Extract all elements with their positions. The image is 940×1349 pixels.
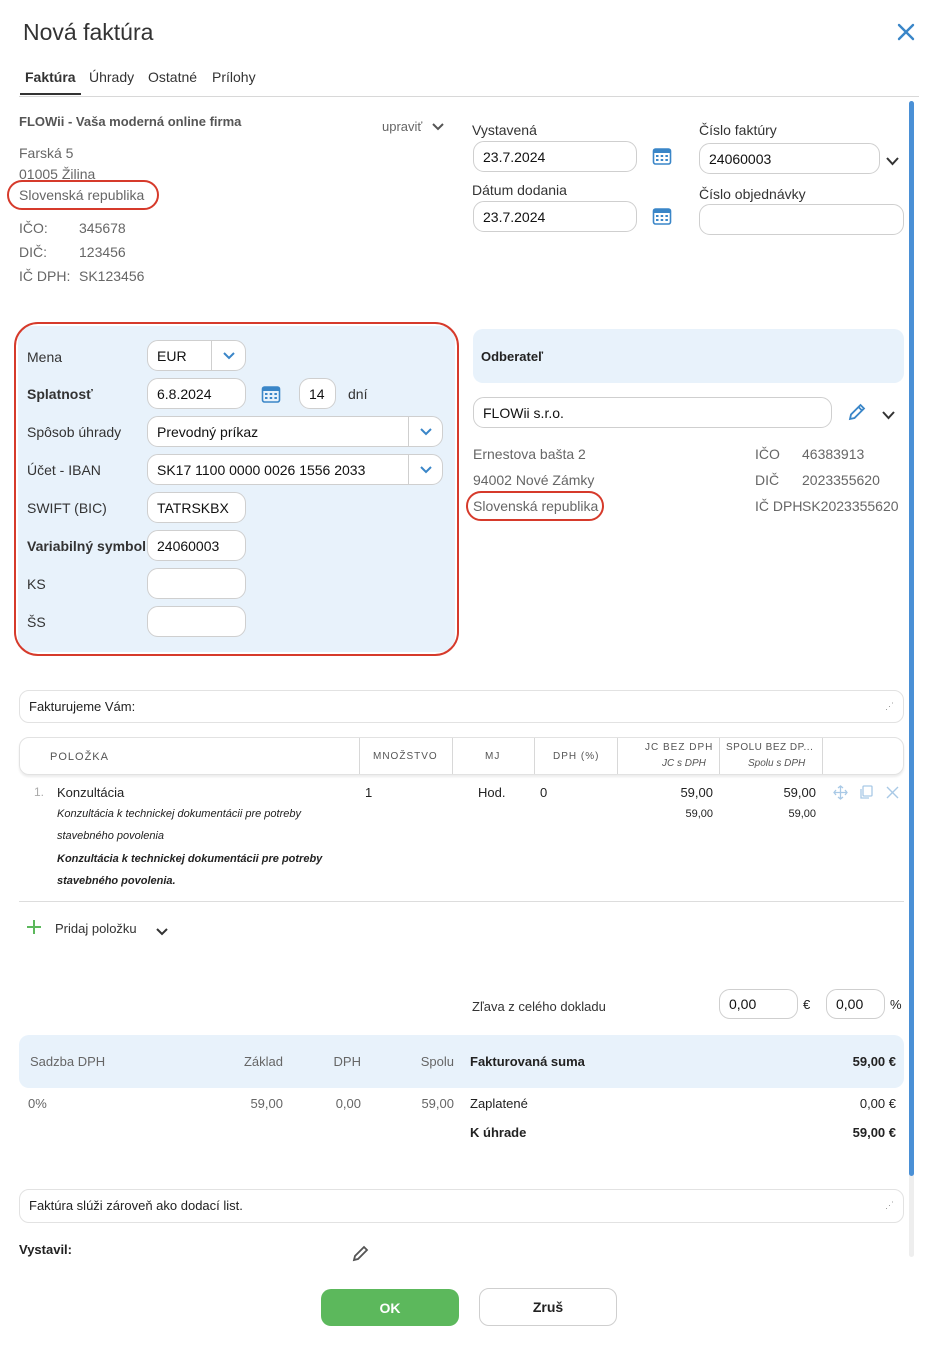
supplier-country: Slovenská republika [19, 187, 145, 203]
pencil-icon[interactable] [847, 402, 867, 425]
chevron-down-icon[interactable] [882, 407, 895, 423]
days-unit-label: dní [348, 386, 368, 402]
customer-name-input[interactable]: FLOWii s.r.o. [473, 397, 832, 428]
supplier-icdph: SK123456 [79, 268, 145, 284]
resize-handle-icon[interactable]: ⋰ [885, 701, 893, 711]
discount-percent-input[interactable]: 0,00 [826, 989, 885, 1019]
close-icon[interactable] [897, 22, 917, 46]
item-qty[interactable]: 1 [365, 785, 373, 800]
col-header-qty: MNOŽSTVO [373, 751, 438, 762]
supplier-ico-label: IČO: [19, 220, 48, 236]
cancel-button[interactable]: Zruš [479, 1288, 617, 1326]
discount-amount-input[interactable]: 0,00 [719, 989, 798, 1019]
supplier-ico: 345678 [79, 220, 126, 236]
calendar-icon[interactable] [261, 384, 281, 404]
specific-symbol-label: ŠS [27, 614, 46, 630]
copy-icon[interactable] [859, 785, 874, 803]
customer-ico-label: IČO [755, 446, 780, 462]
vat-total-header: Spolu [420, 1054, 454, 1069]
item-description: Konzultácia k technickej dokumentácii pre potreby [57, 808, 301, 820]
customer-dic-label: DIČ [755, 472, 780, 488]
tab-bar [19, 69, 919, 97]
supplier-name: FLOWii - Vaša moderná online firma [19, 114, 242, 129]
supplier-edit-label: upraviť [382, 119, 423, 134]
amount-due-label: K úhrade [470, 1125, 527, 1140]
order-number-label: Číslo objednávky [699, 186, 806, 202]
vat-rate-value: 0% [28, 1096, 47, 1111]
column-divider [719, 738, 720, 774]
tab-other[interactable]: Ostatné [148, 69, 198, 85]
chevron-down-icon[interactable] [886, 153, 899, 169]
chevron-down-icon [211, 341, 245, 370]
supplier-dic: 123456 [79, 244, 126, 260]
tab-invoice[interactable]: Faktúra [25, 69, 76, 85]
currency-select[interactable] [147, 340, 246, 371]
pencil-icon[interactable] [352, 1244, 372, 1265]
iban-value: SK17 1100 0000 0026 1556 2033 [157, 461, 366, 478]
swift-label: SWIFT (BIC) [27, 500, 107, 516]
calendar-icon[interactable] [652, 206, 672, 226]
iban-select[interactable] [147, 454, 443, 485]
column-divider [822, 738, 823, 774]
item-vat[interactable]: 0 [540, 785, 548, 800]
intro-text: Fakturujeme Vám: [29, 699, 136, 714]
chevron-down-icon [408, 417, 442, 446]
highlight-oval [7, 180, 159, 210]
column-divider [359, 738, 360, 774]
calendar-icon[interactable] [652, 146, 672, 166]
col-header-item: POLOŽKA [50, 751, 109, 763]
column-divider [452, 738, 453, 774]
invoice-number-label: Číslo faktúry [699, 122, 777, 138]
invoiced-sum-label: Fakturovaná suma [470, 1054, 585, 1069]
column-divider [617, 738, 618, 774]
iban-label: Účet - IBAN [27, 462, 101, 478]
item-description-bold: stavebného povolenia. [57, 875, 176, 887]
tab-attachments[interactable]: Prílohy [212, 69, 256, 85]
plus-icon[interactable] [26, 919, 42, 938]
scrollbar-thumb[interactable] [909, 101, 914, 1176]
variable-symbol-label: Variabilný symbol [27, 538, 147, 554]
invoice-number-input[interactable]: 24060003 [699, 143, 880, 174]
item-total-vat: 59,00 [788, 808, 816, 820]
customer-street: Ernestova bašta 2 [473, 446, 586, 462]
paid-value: 0,00 € [859, 1096, 896, 1111]
item-unit[interactable]: Hod. [478, 785, 506, 800]
discount-percent-sign: % [890, 997, 902, 1012]
footer-note-text: Faktúra slúži zároveň ako dodací list. [29, 1198, 243, 1213]
col-header-total-vat: Spolu s DPH [748, 758, 806, 769]
currency-value: EUR [157, 347, 187, 364]
highlight-oval [466, 491, 604, 521]
payment-method-label: Spôsob úhrady [27, 424, 122, 440]
customer-icdph-label: IČ DPH [755, 498, 803, 514]
customer-header: Odberateľ [481, 349, 544, 364]
vat-base-header: Základ [243, 1054, 283, 1069]
supplier-icdph-label: IČ DPH: [19, 268, 71, 284]
issued-by-label: Vystavil: [19, 1242, 72, 1257]
vat-amount-value: 0,00 [335, 1096, 361, 1111]
currency-label: Mena [27, 349, 63, 365]
col-header-unit-price-vat: JC s DPH [662, 758, 706, 769]
vat-base-value: 59,00 [250, 1096, 283, 1111]
add-item-button[interactable]: Pridaj položku [55, 921, 137, 936]
item-name: Konzultácia [57, 785, 125, 800]
item-total: 59,00 [783, 785, 816, 800]
amount-due-value: 59,00 € [852, 1125, 896, 1140]
col-header-total: SPOLU BEZ DP... [726, 742, 814, 753]
intro-textarea[interactable] [19, 690, 904, 723]
summary-header-panel [19, 1035, 904, 1088]
issued-label: Vystavená [472, 122, 537, 138]
order-number-input[interactable] [699, 204, 904, 235]
item-unit-price[interactable]: 59,00 [680, 785, 713, 800]
customer-ico: 46383913 [802, 446, 865, 462]
due-date-input[interactable]: 6.8.2024 [147, 378, 246, 409]
vat-rate-header: Sadzba DPH [30, 1054, 106, 1069]
resize-handle-icon[interactable]: ⋰ [885, 1200, 893, 1210]
variable-symbol-input[interactable]: 24060003 [147, 530, 246, 561]
col-header-unit: MJ [485, 751, 501, 762]
column-divider [534, 738, 535, 774]
chevron-down-icon [408, 455, 442, 484]
vat-total-value: 59,00 [421, 1096, 454, 1111]
customer-country: Slovenská republika [473, 498, 599, 514]
supplier-city: 01005 Žilina [19, 166, 96, 182]
vat-amount-header: DPH [333, 1054, 361, 1069]
delete-icon[interactable] [886, 786, 899, 802]
specific-symbol-input[interactable] [147, 606, 246, 637]
ok-button[interactable]: OK [321, 1289, 459, 1326]
tab-payments[interactable]: Úhrady [89, 69, 135, 85]
payment-method-select[interactable] [147, 416, 443, 447]
delivery-label: Dátum dodania [472, 182, 567, 198]
customer-icdph: SK2023355620 [802, 498, 899, 514]
customer-city: 94002 Nové Zámky [473, 472, 595, 488]
invoiced-sum-value: 59,00 € [852, 1054, 896, 1069]
discount-currency: € [803, 997, 811, 1012]
row-index: 1. [34, 785, 45, 799]
due-label: Splatnosť [27, 386, 93, 402]
item-description-bold: Konzultácia k technickej dokumentácii pre potreby [57, 853, 323, 865]
item-description: stavebného povolenia [57, 830, 165, 842]
supplier-dic-label: DIČ: [19, 244, 47, 260]
delivery-date-input[interactable]: 23.7.2024 [473, 201, 637, 232]
payment-method-value: Prevodný príkaz [157, 423, 259, 440]
item-unit-price-vat: 59,00 [685, 808, 713, 820]
discount-label: Zľava z celého dokladu [472, 999, 606, 1014]
supplier-edit-link[interactable] [382, 119, 444, 134]
footer-note-textarea[interactable] [19, 1189, 904, 1223]
constant-symbol-input[interactable] [147, 568, 246, 599]
move-icon[interactable] [833, 785, 848, 803]
customer-dic: 2023355620 [802, 472, 880, 488]
paid-label: Zaplatené [470, 1096, 528, 1111]
swift-input[interactable]: TATRSKBX [147, 492, 246, 523]
chevron-down-icon [432, 123, 444, 131]
constant-symbol-label: KS [27, 576, 46, 592]
issued-date-input[interactable]: 23.7.2024 [473, 141, 637, 172]
divider [19, 901, 904, 902]
col-header-vat: DPH (%) [553, 751, 600, 762]
supplier-street: Farská 5 [19, 145, 74, 161]
due-days-input[interactable]: 14 [299, 378, 336, 409]
col-header-unit-price: JC BEZ DPH [645, 742, 714, 753]
dialog-title: Nová faktúra [23, 19, 154, 45]
chevron-down-icon[interactable] [156, 923, 168, 939]
